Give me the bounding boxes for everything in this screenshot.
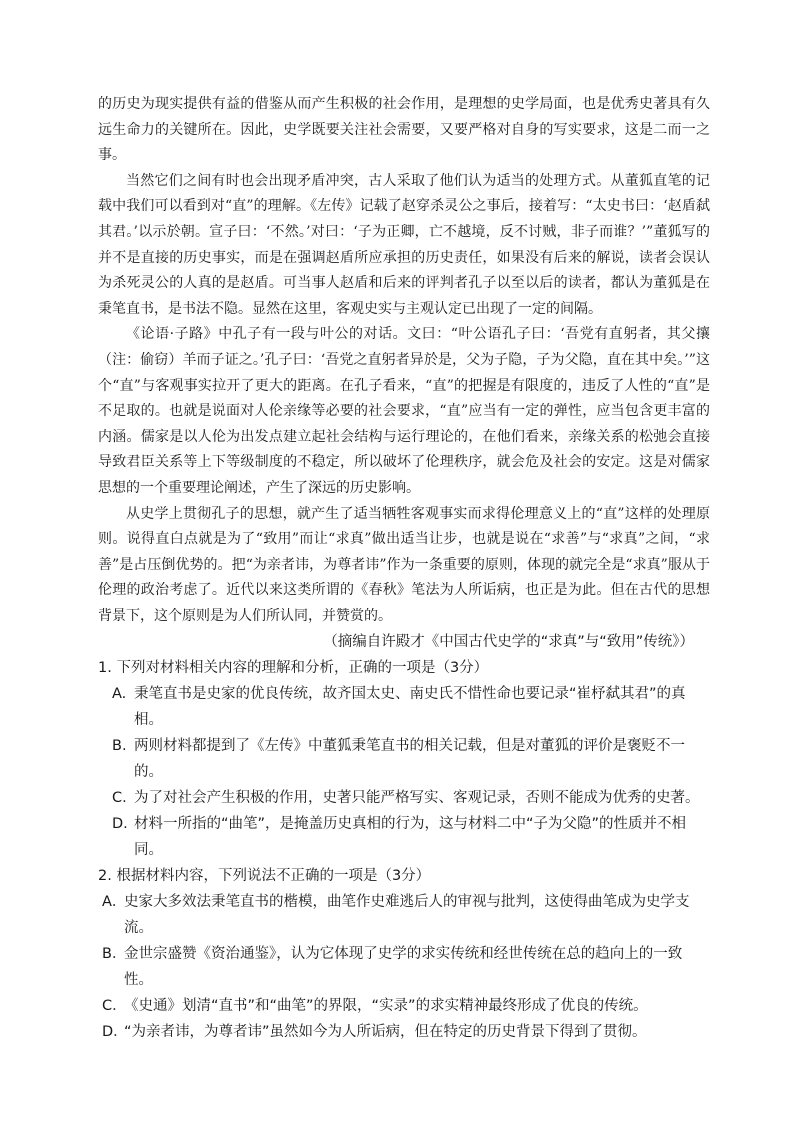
option-letter: A.: [112, 686, 127, 703]
option-text: 史家大多效法秉笔直书的楷模，曲笔作史难逃后人的审视与批判，这使得曲笔成为史学支流。: [124, 894, 690, 937]
source-citation: （摘编自许殿才《中国古代史学的“求真”与“致用”传统》）: [323, 634, 694, 651]
question-2-option-c: [98, 993, 710, 1019]
option-text: 为了对社会产生积极的作用，史著只能严格写实、客观记录，否则不能成为优秀的史著。: [134, 790, 700, 807]
option-text: 材料一所指的“曲笔”，是掩盖历史真相的行为，这与材料二中“子为父隐”的性质并不相同。: [134, 816, 687, 859]
question-1-option-d: [98, 811, 710, 863]
question-1-option-c: [98, 785, 710, 811]
paragraph-2: 当然它们之间有时也会出现矛盾冲突，古人采取了他们认为适当的处理方式。从董狐直笔的记载中我们可以看到对“直”的理解。《左传》记载了赵穿杀灵公之事后，接着写：“太史书曰：‘赵盾弑其君。’以示於朝。宣子曰：‘不然。’对曰：‘子为正卿，亡不越境，反不讨贼，非子而谁？’”董狐写的并不是直接的历史事实，而是在强调赵盾所应承担的历史责任，如果没有后来的解说，读者会误认为杀死灵公的人真的是赵盾。可当事人赵盾和后来的评判者孔子以至以后的读者，都认为董狐是在秉笔直书，是书法不隐。显然在这里，客观史实与主观认定已出现了一定的间隔。: [98, 172, 710, 317]
option-letter: C．: [102, 998, 127, 1015]
document-page: [98, 92, 710, 1045]
question-1-option-a: [98, 681, 710, 733]
paragraph-4: 从史学上贯彻孔子的思想，就产生了适当牺牲客观事实而求得伦理意义上的“直”这样的处理原则。说得直白点就是为了“致用”而让“求真”做出适当让步，也就是说在“求善”与“求真”之间，“求善”是占压倒优势的。把“为亲者讳，为尊者讳”作为一条重要的原则，体现的就完全是“求真”服从于伦理的政治考虑了。近代以来这类所谓的《春秋》笔法为人所诟病，也正是为此。但在古代的思想背景下，这个原则是为人们所认同，并赞赏的。: [98, 505, 710, 624]
option-text: 秉笔直书是史家的优良传统，故齐国太史、南史氏不惜性命也要记录“崔杼弑其君”的真相。: [134, 686, 686, 729]
paragraph-1: 的历史为现实提供有益的借鉴从而产生积极的社会作用，是理想的史学局面，也是优秀史著具有久远生命力的关键所在。因此，史学既要关注社会需要，又要严格对自身的写实要求，这是二而一之事。: [98, 96, 710, 164]
question-2-option-a: [98, 889, 710, 941]
question-1: [98, 655, 710, 863]
question-2-option-b: [98, 941, 710, 993]
option-letter: B.: [112, 738, 127, 755]
option-text: “为亲者讳，为尊者讳”虽然如今为人所诟病，但在特定的历史背景下得到了贯彻。: [124, 1024, 647, 1041]
question-1-title: 1. 下列对材料相关内容的理解和分析，正确的一项是（3分）: [98, 660, 489, 677]
paragraph-3: 《论语·子路》中孔子有一段与叶公的对话。文曰：“叶公语孔子曰：‘吾党有直躬者，其父攘（注：偷窃）羊而子证之。’孔子曰：‘吾党之直躬者异於是，父为子隐，子为父隐，直在其中矣。’”这个“直”与客观事实拉开了更大的距离。在孔子看来，“直”的把握是有限度的，违反了人性的“直”是不足取的。也就是说面对人伦亲缘等必要的社会要求，“直”应当有一定的弹性，应当包含更丰富的内涵。儒家是以人伦为出发点建立起社会结构与运行理论的，在他们看来，亲缘关系的松弛会直接导致君臣关系等上下等级制度的不稳定，所以破坏了伦理秩序，就会危及社会的安定。这是对儒家思想的一个重要理论阐述，产生了深远的历史影响。: [98, 326, 710, 496]
question-2-option-d: [98, 1019, 710, 1045]
option-letter: C.: [112, 790, 127, 807]
option-letter: B．: [102, 946, 127, 963]
option-letter: A．: [102, 894, 127, 911]
question-1-option-b: [98, 733, 710, 785]
question-2: [98, 863, 710, 1045]
option-letter: D．: [102, 1024, 128, 1041]
option-text: 《史通》划清“直书”和“曲笔”的界限，“实录”的求实精神最终形成了优良的传统。: [124, 998, 648, 1015]
option-text: 金世宗盛赞《资治通鉴》，认为它体现了史学的求实传统和经世传统在总的趋向上的一致性。: [124, 946, 683, 989]
option-letter: D.: [112, 816, 128, 833]
option-text: 两则材料都提到了《左传》中董狐秉笔直书的相关记载，但是对董狐的评价是褒贬不一的。: [134, 738, 685, 781]
question-2-title: 2. 根据材料内容，下列说法不正确的一项是（3分）: [98, 868, 431, 885]
